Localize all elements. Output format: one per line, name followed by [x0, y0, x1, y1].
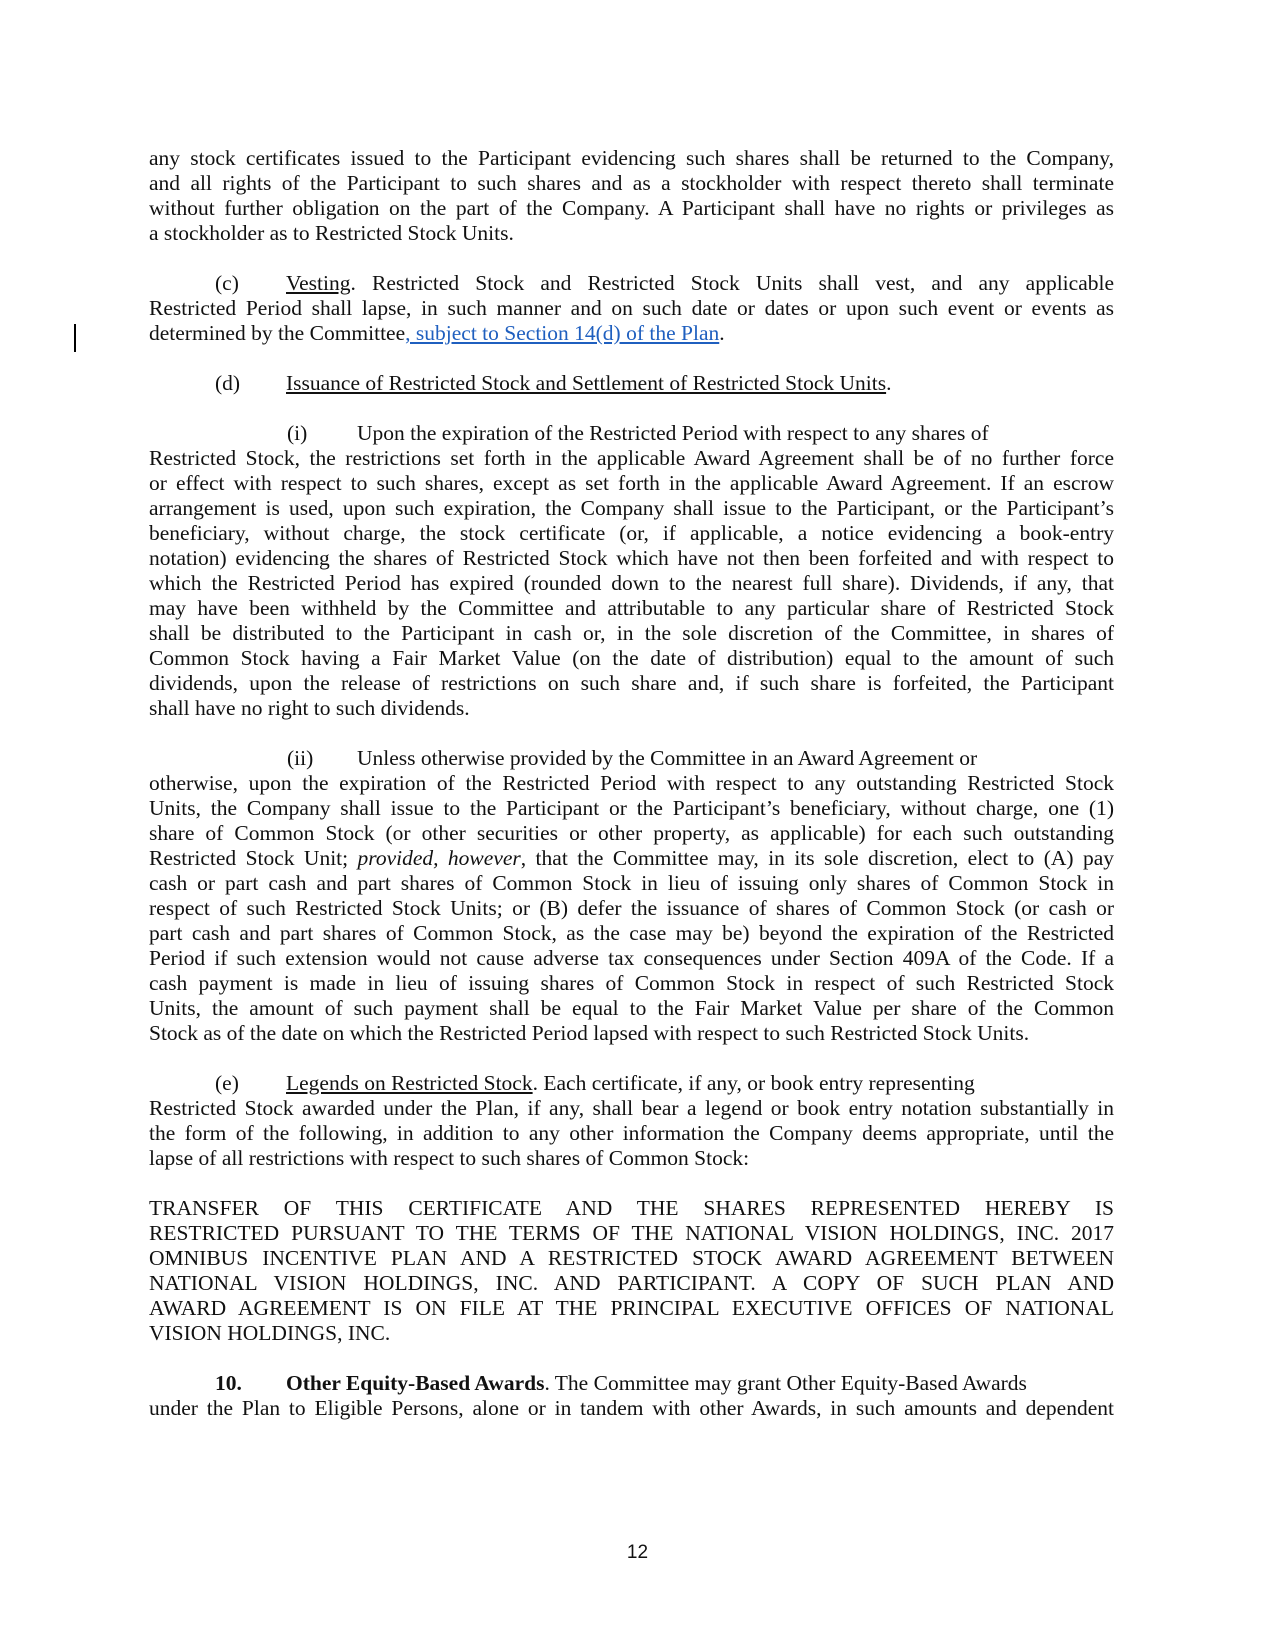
section-d-heading-period: .: [886, 371, 892, 395]
section-d-i-line: or effect with respect to such shares, except as set forth in the applicable Award Agreement. If an escrow: [149, 471, 1114, 495]
section-10-text: . The Committee may grant Other Equity-Based Awards: [544, 1371, 1027, 1395]
section-d-ii-line: share of Common Stock (or other securities or other property, as applicable) for each such outstanding: [149, 821, 1114, 845]
section-e-line: the form of the following, in addition to any other information the Company deems appropriate, until the: [149, 1121, 1114, 1145]
section-d-ii-line: Period if such extension would not cause adverse tax consequences under Section 409A of the Code. If a: [149, 946, 1114, 970]
section-10-line: under the Plan to Eligible Persons, alone or in tandem with other Awards, in such amounts and dependent: [149, 1396, 1114, 1420]
section-e-line: Restricted Stock awarded under the Plan, if any, shall bear a legend or book entry notation substantially in: [149, 1096, 1114, 1120]
section-e-heading: Legends on Restricted Stock: [286, 1071, 533, 1095]
section-10-number: 10.: [215, 1371, 242, 1395]
section-10-heading: Other Equity-Based Awards: [286, 1371, 545, 1395]
section-d-ii-number: (ii): [287, 746, 314, 770]
revision-change-bar: [74, 324, 76, 352]
section-d-ii-line: cash payment is made in lieu of issuing shares of Common Stock in respect of such Restricted Stock: [149, 971, 1114, 995]
section-10-line: [286, 1370, 1027, 1396]
paragraph-line: any stock certificates issued to the Participant evidencing such shares shall be returned to the Company,: [149, 146, 1114, 170]
section-d-ii-line: cash or part cash and part shares of Common Stock in lieu of issuing only shares of Common Stock in: [149, 871, 1114, 895]
section-14d-link[interactable]: , subject to Section 14(d) of the Plan: [405, 321, 720, 345]
section-d-ii-line: part cash and part shares of Common Stock, as the case may be) beyond the expiration of the Restricted: [149, 921, 1114, 945]
section-d-i-line: Restricted Stock, the restrictions set forth in the applicable Award Agreement shall be of no further force: [149, 446, 1114, 470]
section-d-ii-line: Units, the amount of such payment shall be equal to the Fair Market Value per share of the Common: [149, 996, 1114, 1020]
section-d-i-line: arrangement is used, upon such expiration, the Company shall issue to the Participant, or the Participant’s: [149, 496, 1114, 520]
paragraph-line: without further obligation on the part of the Company. A Participant shall have no rights or privileges as: [149, 196, 1114, 220]
section-d-ii-line: Unless otherwise provided by the Committee in an Award Agreement or: [357, 746, 978, 770]
section-d-heading-line: [286, 370, 891, 396]
paragraph-line: and all rights of the Participant to such shares and as a stockholder with respect thereto shall terminate: [149, 171, 1114, 195]
section-d-i-line: Common Stock having a Fair Market Value (on the date of distribution) equal to the amount of such: [149, 646, 1114, 670]
section-e-line: [286, 1070, 975, 1096]
section-d-i-line: notation) evidencing the shares of Restricted Stock which have not then been forfeited and with respect to: [149, 546, 1114, 570]
paragraph-line: a stockholder as to Restricted Stock Units.: [149, 221, 514, 245]
section-d-ii-line: respect of such Restricted Stock Units; or (B) defer the issuance of shares of Common Stock (or cash or: [149, 896, 1114, 920]
section-c-line: [286, 270, 1114, 296]
section-d-i-line: beneficiary, without charge, the stock certificate (or, if applicable, a notice evidencing a book-entry: [149, 521, 1114, 545]
section-d-i-line: may have been withheld by the Committee and attributable to any particular share of Restricted Stock: [149, 596, 1114, 620]
section-d-i-line: shall be distributed to the Participant in cash or, in the sole discretion of the Committee, in shares of: [149, 621, 1114, 645]
section-d-number: (d): [215, 371, 241, 395]
section-d-i-number: (i): [287, 421, 308, 445]
section-c-number: (c): [215, 271, 239, 295]
legend-line: NATIONAL VISION HOLDINGS, INC. AND PARTICIPANT. A COPY OF SUCH PLAN AND: [149, 1271, 1114, 1295]
section-d-i-line: shall have no right to such dividends.: [149, 696, 470, 720]
section-d-heading: Issuance of Restricted Stock and Settlement of Restricted Stock Units: [286, 371, 887, 395]
section-c-text: determined by the Committee: [149, 321, 406, 345]
section-c-line: Restricted Period shall lapse, in such manner and on such date or dates or upon such event or events as: [149, 296, 1114, 320]
legend-line: RESTRICTED PURSUANT TO THE TERMS OF THE NATIONAL VISION HOLDINGS, INC. 2017: [149, 1221, 1114, 1245]
section-d-ii-line: [149, 845, 1114, 871]
section-d-ii-line: Stock as of the date on which the Restricted Period lapsed with respect to such Restricted Stock Units.: [149, 1021, 1030, 1045]
section-d-ii-line: otherwise, upon the expiration of the Restricted Period with respect to any outstanding Restricted Stock: [149, 771, 1114, 795]
legend-line: TRANSFER OF THIS CERTIFICATE AND THE SHARES REPRESENTED HEREBY IS: [149, 1196, 1114, 1220]
section-e-text: . Each certificate, if any, or book entry representing: [532, 1071, 975, 1095]
legend-line: AWARD AGREEMENT IS ON FILE AT THE PRINCIPAL EXECUTIVE OFFICES OF NATIONAL: [149, 1296, 1114, 1320]
section-d-i-line: which the Restricted Period has expired (rounded down to the nearest full share). Dividends, if any, that: [149, 571, 1114, 595]
section-c-text: . Restricted Stock and Restricted Stock Units shall vest, and any applicable: [350, 271, 1114, 295]
provided-however-italic: provided, however: [357, 846, 521, 870]
legend-line: OMNIBUS INCENTIVE PLAN AND A RESTRICTED STOCK AWARD AGREEMENT BETWEEN: [149, 1246, 1114, 1270]
section-d-ii-line: Units, the Company shall issue to the Participant or the Participant’s beneficiary, without charge, one (1): [149, 796, 1114, 820]
section-e-number: (e): [215, 1071, 239, 1095]
page-number: 12: [626, 1542, 649, 1563]
section-d-ii-text: , that the Committee may, in its sole discretion, elect to (A) pay: [520, 846, 1114, 870]
section-d-ii-text: Restricted Stock Unit;: [149, 846, 358, 870]
section-e-line: lapse of all restrictions with respect to such shares of Common Stock:: [149, 1146, 750, 1170]
section-d-i-line: dividends, upon the release of restrictions on such share and, if such share is forfeited, the Participant: [149, 671, 1114, 695]
section-c-text: .: [719, 321, 725, 345]
legend-line: VISION HOLDINGS, INC.: [149, 1321, 391, 1345]
section-d-i-line: Upon the expiration of the Restricted Period with respect to any shares of: [357, 421, 989, 445]
section-c-heading: Vesting: [286, 271, 351, 295]
section-c-line: [149, 320, 725, 346]
